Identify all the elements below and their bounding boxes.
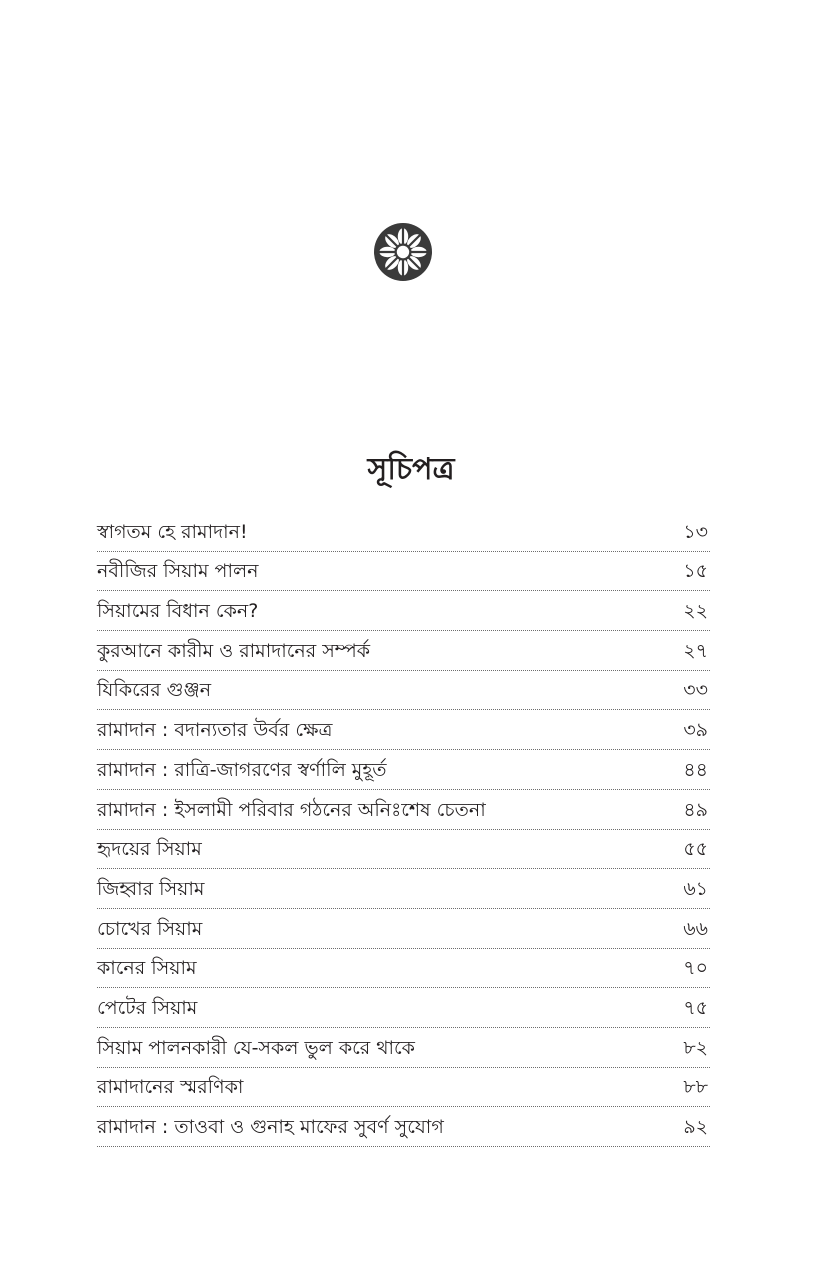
toc-entry-page: ৩৩: [683, 679, 708, 702]
toc-entry[interactable]: [97, 631, 710, 671]
toc-entry-title: রামাদান : ইসলামী পরিবার গঠনের অনিঃশেষ চেতনা: [97, 798, 486, 821]
toc-entry[interactable]: [97, 710, 710, 750]
toc-entry-title: রামাদানের স্মরণিকা: [97, 1076, 244, 1099]
toc-entry[interactable]: [97, 949, 710, 989]
toc-entry-page: ৪৯: [683, 798, 708, 821]
toc-entry[interactable]: [97, 1068, 710, 1108]
toc-entry-page: ৮২: [683, 1036, 708, 1059]
toc-entry-page: ৫৫: [683, 838, 708, 861]
toc-entry[interactable]: [97, 909, 710, 949]
toc-entry[interactable]: [97, 869, 710, 909]
flower-medallion-icon: [373, 222, 433, 282]
toc-entry-title: জিহ্বার সিয়াম: [97, 877, 205, 900]
toc-entry[interactable]: [97, 671, 710, 711]
table-of-contents: [97, 512, 710, 1147]
toc-entry-page: ৩৯: [683, 719, 708, 742]
toc-entry-title: স্বাগতম হে রামাদান!: [97, 520, 248, 543]
toc-entry[interactable]: [97, 790, 710, 830]
toc-entry-title: সিয়াম পালনকারী যে-সকল ভুল করে থাকে: [97, 1036, 415, 1059]
toc-entry[interactable]: [97, 1028, 710, 1068]
toc-entry-page: ৬৬: [683, 917, 708, 940]
toc-entry-page: ১৫: [683, 560, 708, 583]
toc-entry[interactable]: [97, 591, 710, 631]
toc-entry[interactable]: [97, 750, 710, 790]
toc-entry-page: ১৩: [683, 520, 708, 543]
toc-entry-page: ৬১: [683, 877, 708, 900]
toc-entry-page: ৭৫: [683, 996, 708, 1019]
toc-entry-title: সিয়ামের বিধান কেন?: [97, 600, 259, 623]
toc-entry[interactable]: [97, 512, 710, 552]
toc-entry-title: হৃদয়ের সিয়াম: [97, 838, 202, 861]
toc-entry-title: রামাদান : রাত্রি-জাগরণের স্বর্ণালি মুহূর্ত: [97, 758, 387, 781]
page-title: সূচিপত্র: [367, 452, 455, 488]
toc-entry-page: ৮৮: [683, 1076, 708, 1099]
toc-entry-page: ৪৪: [683, 758, 708, 781]
toc-entry-title: যিকিরের গুঞ্জন: [97, 679, 212, 702]
toc-entry-title: পেটের সিয়াম: [97, 996, 198, 1019]
toc-entry-title: কানের সিয়াম: [97, 957, 197, 980]
toc-entry-title: কুরআনে কারীম ও রামাদানের সম্পর্ক: [97, 639, 371, 662]
toc-entry-page: ২২: [683, 600, 708, 623]
toc-entry-title: চোখের সিয়াম: [97, 917, 203, 940]
toc-entry-page: ২৭: [683, 639, 708, 662]
toc-entry-page: ৯২: [683, 1116, 708, 1138]
toc-entry[interactable]: [97, 830, 710, 870]
toc-entry[interactable]: [97, 1107, 710, 1147]
toc-entry-title: নবীজির সিয়াম পালন: [97, 560, 259, 583]
toc-entry-title: রামাদান : বদান্যতার উর্বর ক্ষেত্র: [97, 719, 333, 742]
toc-entry[interactable]: [97, 552, 710, 592]
toc-entry[interactable]: [97, 988, 710, 1028]
toc-entry-page: ৭০: [683, 957, 708, 980]
toc-entry-title: রামাদান : তাওবা ও গুনাহ মাফের সুবর্ণ সুযোগ: [97, 1116, 444, 1138]
